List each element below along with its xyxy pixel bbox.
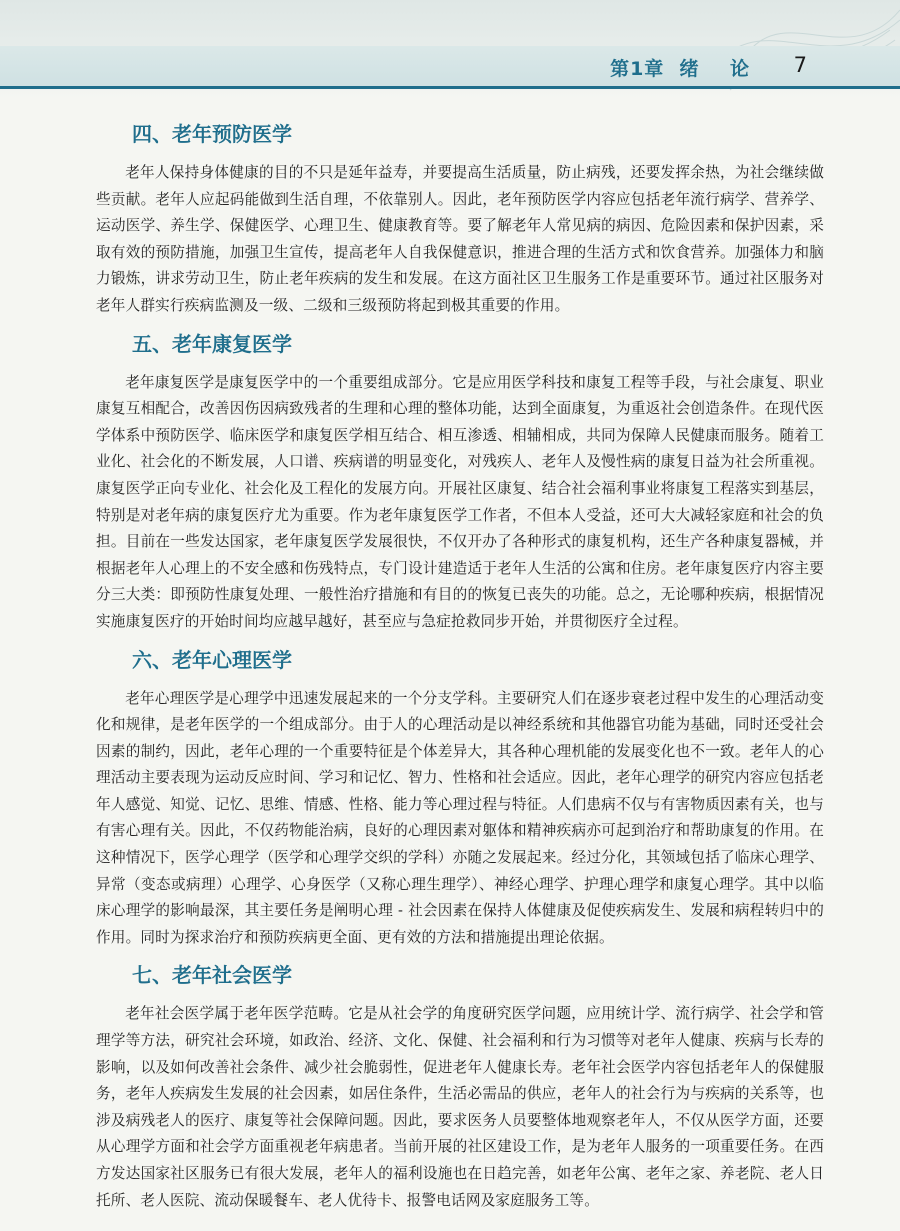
section-paragraph: 老年人保持身体健康的目的不只是延年益寿，并要提高生活质量，防止病残，还要发挥余热，为社会继续做些贡献。老年人应起码能做到生活自理，不依靠别人。因此，老年预防医学内容应包括老年流行病学、营养学、运动医学、养生学、保健医学、心理卫生、健康教育等。要了解老年人常见病的病因、危险因素和保护因素，采取有效的预防措施，加强卫生宣传，提高老年人自我保健意识，推进合理的生活方式和饮食营养。加强体力和脑力锻炼，讲求劳动卫生，防止老年疾病的发生和发展。在这方面社区卫生服务工作是重要环节。通过社区服务对老年人群实行疾病监测及一级、二级和三级预防将起到极其重要的作用。 (96, 164, 824, 314)
section-paragraph: 老年社会医学属于老年医学范畴。它是从社会学的角度研究医学问题，应用统计学、流行病学、社会学和管理学等方法，研究社会环境，如政治、经济、文化、保健、社会福利和行为习惯等对老年人健康、疾病与长寿的影响，以及如何改善社会条件、减少社会脆弱性，促进老年人健康长寿。老年社会医学内容包括老年人的保健服务，老年人疾病发生发展的社会因素，如居住条件，生活必需品的供应，老年人的社会行为与疾病的关系等，也涉及病残老人的医疗、康复等社会保障问题。因此，要求医务人员要整体地观察老年人，不仅从医学方面，还要从心理学方面和社会学方面重视老年病患者。当前开展的社区建设工作，是为老年人服务的一项重要任务。在西方发达国家社区服务已有很大发展，老年人的福利设施也在日趋完善，如老年公寓、老年之家、养老院、老人日托所、老人医院、流动保暖餐车、老人优待卡、报警电话网及家庭服务工等。 (96, 1005, 824, 1209)
header-band (0, 46, 900, 86)
section-heading: 六、老年心理医学 (132, 647, 292, 672)
section-paragraph: 老年康复医学是康复医学中的一个重要组成部分。它是应用医学科技和康复工程等手段，与社会康复、职业康复互相配合，改善因伤因病致残者的生理和心理的整体功能，达到全面康复，为重返社会创造条件。在现代医学体系中预防医学、临床医学和康复医学相互结合、相互渗透、相辅相成，共同为保障人民健康而服务。随着工业化、社会化的不断发展，人口谱、疾病谱的明显变化，对残疾人、老年人及慢性病的康复日益为社会所重视。康复医学正向专业化、社会化及工程化的发展方向。开展社区康复、结合社会福利事业将康复工程落实到基层，特别是对老年病的康复医疗尤为重要。作为老年康复医学工作者，不但本人受益，还可大大减轻家庭和社会的负担。目前在一些发达国家，老年康复医学发展很快，不仅开办了各种形式的康复机构，还生产各种康复器械，并根据老年人心理上的不安全感和伤残特点，专门设计建造适于老年人生活的公寓和住房。老年康复医疗内容主要分三大类：即预防性康复处理、一般性治疗措施和有目的的恢复已丧失的功能。总之，无论哪种疾病，根据情况实施康复医疗的开始时间均应越早越好，甚至应与急症抢救同步开始，并贯彻医疗全过程。 (96, 373, 824, 630)
section-paragraph: 老年心理医学是心理学中迅速发展起来的一个分支学科。主要研究人们在逐步衰老过程中发生的心理活动变化和规律，是老年医学的一个组成部分。由于人的心理活动是以神经系统和其他器官功能为基础，同时还受社会因素的制约，因此，老年心理的一个重要特征是个体差异大，其各种心理机能的发展变化也不一致。老年人的心理活动主要表现为运动反应时间、学习和记忆、智力、性格和社会适应。因此，老年心理学的研究内容应包括老年人感觉、知觉、记忆、思维、情感、性格、能力等心理过程与特征。人们患病不仅与有害物质因素有关，也与有害心理有关。因此，不仅药物能治病，良好的心理因素对躯体和精神疾病亦可起到治疗和帮助康复的作用。在这种情况下，医学心理学（医学和心理学交织的学科）亦随之发展起来。经过分化，其领域包括了临床心理学、异常（变态或病理）心理学、心身医学（又称心理生理学）、神经心理学、护理心理学和康复心理学。其中以临床心理学的影响最深，其主要任务是阐明心理 - 社会因素在保持人体健康及促使疾病发生、发展和病程转归中的作用。同时为探求治疗和预防疾病更全面、更有效的方法和措施提出理论依据。 (96, 689, 824, 946)
section-heading: 四、老年预防医学 (132, 122, 292, 146)
header-rule (0, 86, 900, 89)
section (96, 961, 824, 1214)
section (96, 330, 824, 636)
section (96, 646, 824, 952)
page-body (96, 110, 824, 1224)
chapter-title: 第1章 绪 论 (610, 58, 750, 80)
section (96, 120, 824, 320)
section-heading: 七、老年社会医学 (132, 963, 292, 988)
page-number: 7 (793, 53, 807, 77)
section-heading: 五、老年康复医学 (132, 331, 292, 356)
